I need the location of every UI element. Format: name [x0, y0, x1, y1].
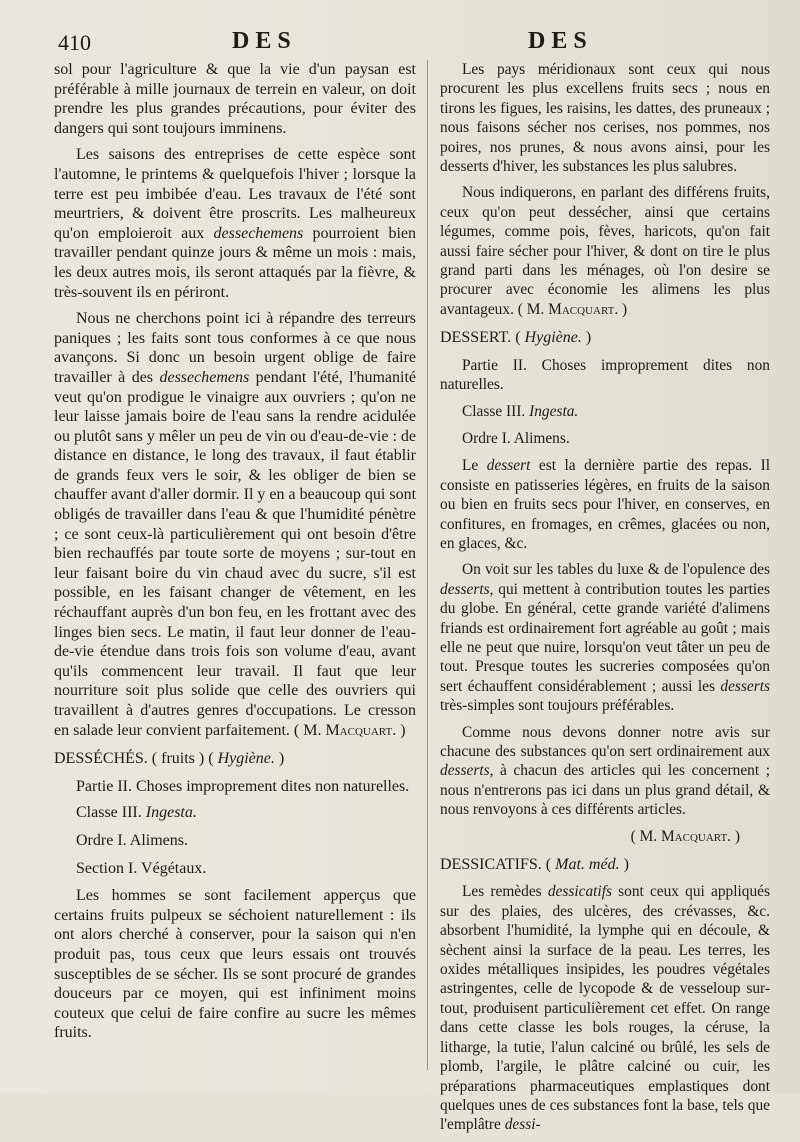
classification-line: Partie II. Choses improprement dites non naturelles.	[440, 356, 770, 394]
column-divider	[427, 60, 428, 1070]
paragraph: Nous indiquerons, en parlant des différens fruits, ceux qu'on peut dessécher, ainsi que certains légumes, comme pois, fèves, haricots, qu'on fait aussi faire sécher pour l'hiver, & dont on tire le plus grand parti dans les ménages, où l'on desire se procurer avec économie les alimens les plus avantageux. ( M. Macquart. )	[440, 184, 770, 318]
paragraph: On voit sur les tables du luxe & de l'opulence des desserts, qui mettent à contribution toutes les parties du globe. En général, cette grande variété d'alimens friands est ordinairement fort agréable au goût ; mais elle ne peut que nuire, lorsqu'on veut tâter un peu de tout. Presque toutes les sucreries composées qu'on sert échauffent considérablement ; aussi les desserts très-simples sont toujours préférables.	[440, 561, 770, 715]
paragraph: Les hommes se sont facilement apperçus que certains fruits pulpeux se séchoient naturellement : ils ont alors cherché à conserver, pour la saison qui n'en produit pas, tous ceux que leurs essais ont trouvés susceptibles de se sécher. Ils se sont procuré de grandes douceurs par ce moyen, qui est infiniment moins couteux que celui de faire confire au sucre les mêmes fruits.	[54, 887, 416, 1042]
left-column	[54, 60, 416, 1050]
running-head-left: DES	[232, 28, 297, 54]
paragraph: Les saisons des entreprises de cette espèce sont l'automne, le printems & quelquefois l'hiver ; lorsque la terre est peu imbibée d'eau. Les travaux de l'été sont meurtriers, & doivent être proscrits. Les malheureux qu'on emploieroit aux dessechemens pourroient bien travailler pendant quinze jours & même un mois : mais, les deux autres mois, ils seront attaqués par la fièvre, & très-souvent ils en périront.	[54, 146, 416, 301]
paragraph: Comme nous devons donner notre avis sur chacune des substances qu'on sert ordinairement aux desserts, à chacun des articles qui les concernent ; nous n'entrerons pas ici dans un plus grand détail, & nous renvoyons à ces différents articles.	[440, 723, 770, 819]
classification-line: Ordre I. Alimens.	[462, 429, 570, 447]
classification-line: Section I. Végétaux.	[76, 859, 207, 877]
page-number: 410	[58, 30, 91, 55]
classification-line: Ordre I. Alimens.	[76, 831, 188, 849]
paragraph: Nous ne cherchons point ici à répandre des terreurs paniques ; les faits sont tous conformes à ce que nous avançons. Si donc un besoin urgent oblige de faire travailler à des dessechemens pendant l'été, l'humanité veut qu'on prodigue le vinaigre aux ouvriers ; qu'on ne leur laisse jamais boire de l'eau sans la rendre acidulée ou plutôt sans y mêler un peu de vin ou d'eau-de-vie : de distance en distance, le long des travaux, il faut établir de grands feux vers le soir, & les obliger de bien se chauffer avant d'aller dormir. Il y en a beaucoup qui sont obligés de travailler dans l'eau & que l'humidité pénètre ; ce sont ceux-là particulièrement qui ont besoin d'être bien rechauffés par toute sorte de moyens ; sur-tout en leur faisant boire du vin chaud avec du sucre, s'il est possible, en les faisant changer de vêtement, en les réchauffant auprès d'un bon feu, en les frottant avec des linges bien secs. Le matin, il faut leur donner de l'eau-de-vie étendue dans trois fois son volume d'eau, avant qu'ils commencent leur travail. Il faut que leur nourriture soit plus solide que celle des ouvriers qui travaillent à d'autres genres d'occupations. Le cresson en salade leur convient parfaitement. ( M. Macquart. )	[54, 310, 417, 739]
right-column	[440, 60, 770, 1142]
entry-heading: DESSERT. ( Hygiène. )	[440, 329, 592, 347]
entry-heading: DESSICATIFS. ( Mat. méd. )	[440, 856, 629, 874]
classification-line: Classe III. Ingesta.	[76, 804, 197, 822]
paragraph: sol pour l'agriculture & que la vie d'un paysan est préférable à mille journaux de terrein en valeur, on doit prendre les plus grandes précautions, pour éviter des dangers qui sont toujours imminens.	[54, 61, 416, 137]
author-signature: ( M. Macquart. )	[630, 827, 740, 845]
paragraph: Les pays méridionaux sont ceux qui nous procurent les plus excellens fruits secs ; nous en tirons les figues, les raisins, les dattes, des pruneaux ; nous faisons sécher nos cerises, nos pommes, nos poires, nos prunes, & nous avons ainsi, pour les desserts d'hiver, les substances les plus salubres.	[440, 61, 770, 176]
classification-line: Partie II. Choses improprement dites non naturelles.	[76, 777, 410, 795]
paragraph: Le dessert est la dernière partie des repas. Il consiste en patisseries légères, en fruits de la saison ou bien en fruits secs pour l'hiver, en conserves, en confitures, en fromages, en crêmes, glacées ou non, en glaces, &c.	[440, 457, 770, 552]
running-head-right: DES	[528, 28, 593, 54]
entry-heading: DESSÉCHÉS. ( fruits ) ( Hygiène. )	[54, 750, 285, 768]
paragraph: Les remèdes dessicatifs sont ceux qui appliqués sur des plaies, des ulcères, des crévasses, &c. absorbent l'humidité, la lymphe qui en découle, & sèchent ainsi la surface de la peau. Les terres, les oxides métalliques insipides, les poudres végétales astringentes, celle de lycopode & de vesseloup sur-tout, produisent particulièrement cet effet. On range dans cette classe les bols rouges, la céruse, la litharge, la tutie, l'alun calciné ou brûlé, les sels de plomb, l'argile, le plâtre calciné ou cuir, les préparations pharmaceutiques emplastiques dont quelques unes de ces substances font la base, tels que l'emplâtre dessi-	[440, 883, 770, 1134]
classification-line: Classe III. Ingesta.	[462, 402, 579, 420]
